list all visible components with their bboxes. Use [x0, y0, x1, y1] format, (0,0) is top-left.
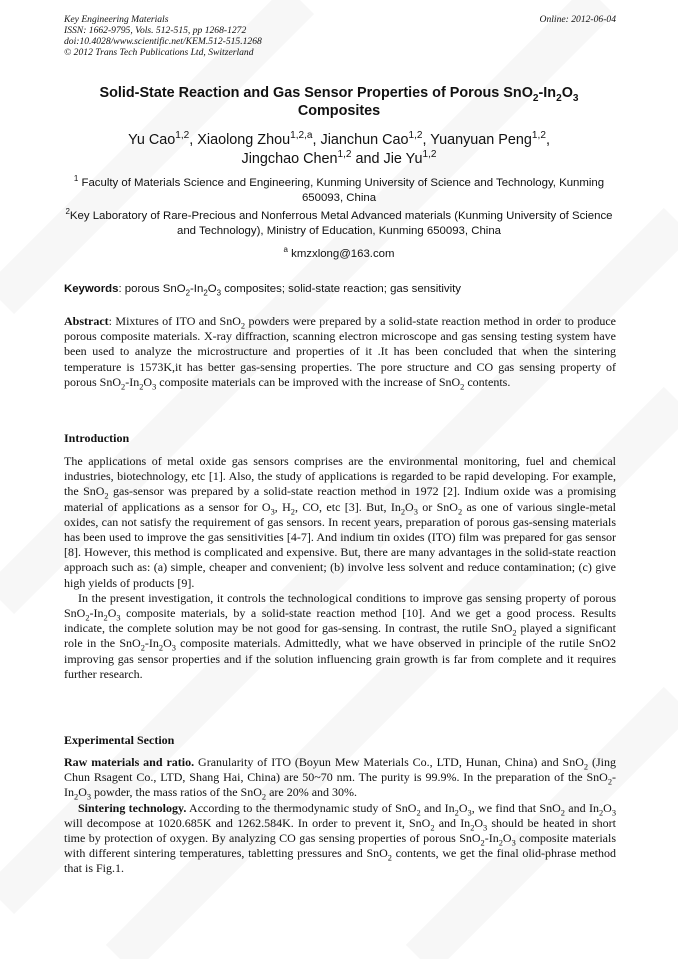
- journal-meta: [64, 14, 616, 58]
- abstract-label: Abstract: [64, 314, 109, 328]
- paragraph: The applications of metal oxide gas sensors comprises are the environmental monitoring, fuel and chemical industries, biotechnology, etc [1]. Also, the study of applications is regarded to be rapid developing. For example, the SnO$_2$ gas-sensor was prepared by a solid-state reaction method in 1972 [2]. Indium oxide was a promising material of applications as a sensor for $O_3$, $H_2$, CO, etc [3]. But, $In_2O_3$ or SnO$_2$ as one of various single-metal oxides, can not satisfy the requirement of gas sensors. In recent years, preparation of porous gas-sensing materials has been used to improve the gas sensitivities [4-7]. And indium tin oxides (ITO) film was prepared for gas sensor [8]. However, this method is complicated and expensive. But, there are many advantages in the solid-state reaction approach such as: (a) simple, cheaper and convenient; (b) involve less solvent and reduce contamination; (c) give high yields of products [9].: [64, 454, 617, 590]
- affiliation-2: $^2$Key Laboratory of Rare-Precious and Nonferrous Metal Advanced materials (Kunming University of Science and Technology), Ministry of Education, Kunming 650093, China: [65, 207, 613, 237]
- experimental-body: [64, 755, 616, 877]
- title-line-2: Composites: [297, 103, 381, 119]
- keywords: Keywords: porous $SnO_2-In_2O_3$ composites; solid-state reaction; gas sensitivity: [64, 283, 462, 298]
- issn-line: ISSN: 1662-9795, Vols. 512-515, pp 1268-1272: [64, 25, 247, 36]
- introduction-body: [64, 454, 616, 682]
- paper-title: Solid-State Reaction and Gas Sensor Properties of Porous $SnO_2-In_2O_3$ Composites: [99, 85, 579, 119]
- online-date: Online: 2012-06-04: [539, 14, 616, 25]
- copyright-line: © 2012 Trans Tech Publications Ltd, Switzerland: [64, 47, 254, 58]
- abstract: Abstract: Mixtures of ITO and SnO$_2$ powders were prepared by a solid-state reaction method in order to produce porous composite materials. X-ray diffraction, scanning electron microscope and gas sensing testing system have been used to analyze the microstructure and properties of it .It has been concluded that when the sintering temperature is 1573K,it has better gas-sensing properties. The pore structure and CO gas sensing property of porous $SnO_2-In_2O_3$ composite materials can be improved with the increase of SnO$_2$ contents.: [64, 314, 616, 392]
- subheading-sintering: Sintering technology.: [78, 800, 187, 815]
- doi-line: doi:10.4028/www.scientific.net/KEM.512-515.1268: [64, 36, 262, 47]
- author-list: Yu Cao$^{1,2}$, Xiaolong Zhou$^{1,2,a}$, Jianchun Cao$^{1,2}$, Yuanyuan Peng$^{1,2}$, Jingchao Chen$^{1,2}$ and Jie Yu$^{1,2}$: [128, 130, 550, 167]
- paragraph: In the present investigation, it controls the technological conditions to improve gas sensing property of porous $SnO_2-In_2O_3$ composite materials, by a solid-state reaction method [10]. And we get a good process. Results indicate, the complete solution may be not good for gas-sensing. In contrast, the rutile SnO$_2$ played a significant role in the $SnO_2-In_2O_3$ composite materials. Admittedly, what we have observed in principle of the rutile SnO2 improving gas sensor properties and if the solution influencing grain growth is far from complete and it requires further research.: [64, 590, 617, 681]
- paragraph: Sintering technology. According to the thermodynamic study of SnO$_2$ and $In_2O_3$, we find that SnO$_2$ and $In_2O_3$ will decompose at 1020.685K and 1262.584K. In order to prevent it, SnO$_2$ and $In_2O_3$ should be heated in short time by protection of oxygen. By analyzing CO gas sensing properties of porous $SnO_2-In_2O_3$ composite materials with different sintering temperatures, tabletting pressures and SnO$_2$ contents, we get the final olid-phrase method that is Fig.1.: [64, 800, 617, 876]
- corresponding-email: $^a$ kmzxlong@163.com: [283, 245, 395, 260]
- journal-name: Key Engineering Materials: [64, 14, 169, 25]
- paragraph: Raw materials and ratio. Granularity of ITO (Boyun Mew Materials Co., LTD, Hunan, China) and SnO$_2$ (Jing Chun Rsagent Co., LTD, Shang Hai, China) are 50~70 nm. The purity is 99.9%. In the preparation of the $SnO_2-In_2O_3$ powder, the mass ratios of the SnO$_2$ are 20% and 30%.: [64, 755, 616, 802]
- section-heading-experimental: Experimental Section: [64, 733, 175, 747]
- affiliation-1: $^1$ Faculty of Materials Science and Engineering, Kunming University of Science and Technology, Kunming 650093, China: [73, 174, 605, 204]
- keywords-label: Keywords: [64, 283, 119, 295]
- section-heading-introduction: Introduction: [64, 431, 130, 445]
- subheading-raw-materials: Raw materials and ratio.: [64, 755, 195, 769]
